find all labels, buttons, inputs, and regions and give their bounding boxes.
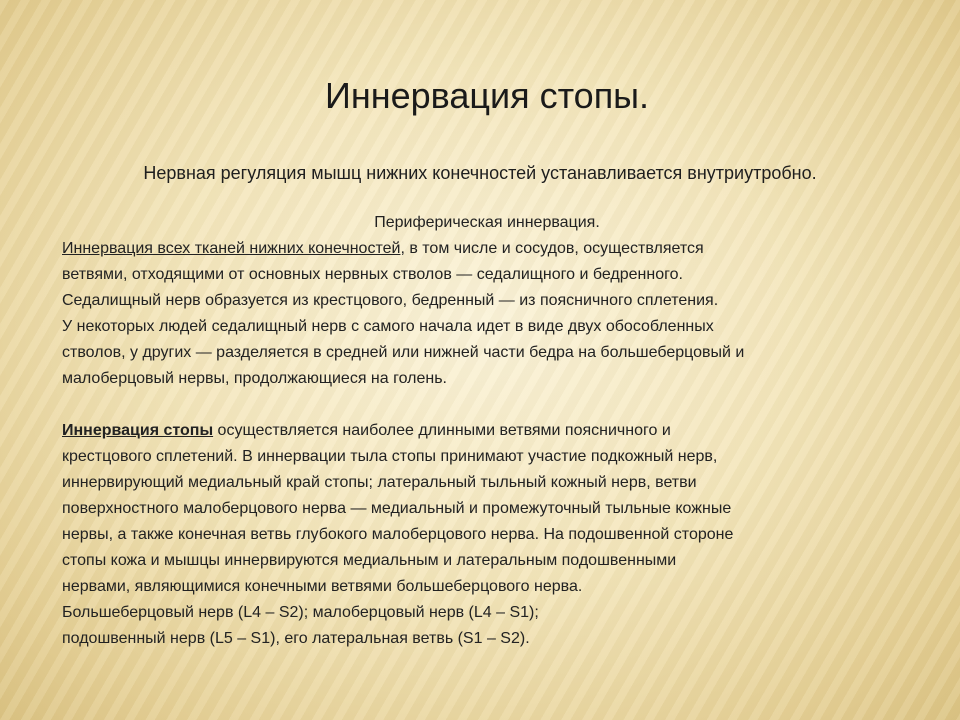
section-heading: Периферическая иннервация. [374,214,600,231]
para2-line: иннервирующий медиальный край стопы; латеральный тыльный кожный нерв, ветви [62,474,697,491]
para2-line: нервами, являющимися конечными ветвями большеберцового нерва. [62,578,583,595]
para2-line: стопы кожа и мышцы иннервируются медиальным и латеральным подошвенными [62,552,677,569]
para2-line: нервы, а также конечная ветвь глубокого малоберцового нерва. На подошвенной стороне [62,526,734,543]
para1-line: ветвями, отходящими от основных нервных стволов — седалищного и бедренного. [62,266,683,283]
slide-title: Иннервация стопы. [324,75,650,116]
slide-body [62,210,912,652]
para1-line: Седалищный нерв образуется из крестцового, бедренный — из поясничного сплетения. [62,292,719,309]
para2-line-1-rest: осуществляется наиболее длинными ветвями поясничного и [213,422,671,439]
para2-line: подошвенный нерв (L5 – S1), его латеральная ветвь (S1 – S2). [62,630,530,647]
para2-link[interactable]: Иннервация стопы [62,422,214,439]
para1-line-1-rest: , в том числе и сосудов, осуществляется [400,240,704,257]
para2-line: Большеберцовый нерв (L4 – S2); малоберцовый нерв (L4 – S1); [62,604,539,621]
para1-link[interactable]: Иннервация всех тканей нижних конечностей [62,240,401,257]
para1-line: У некоторых людей седалищный нерв с самого начала идет в виде двух обособленных [62,318,714,335]
slide-subtitle: Нервная регуляция мышц нижних конечностей устанавливается внутриутробно. [143,163,817,183]
para1-line-1 [62,236,912,262]
para1-line: стволов, у других — разделяется в средней или нижней части бедра на большеберцовый и [62,344,745,361]
para2-line: крестцового сплетений. В иннервации тыла стопы принимают участие подкожный нерв, [62,448,718,465]
para2-line-1 [62,418,912,444]
paragraph-spacer [62,392,912,418]
para1-line: малоберцовый нервы, продолжающиеся на голень. [62,370,447,387]
para2-line: поверхностного малоберцового нерва — медиальный и промежуточный тыльные кожные [62,500,732,517]
